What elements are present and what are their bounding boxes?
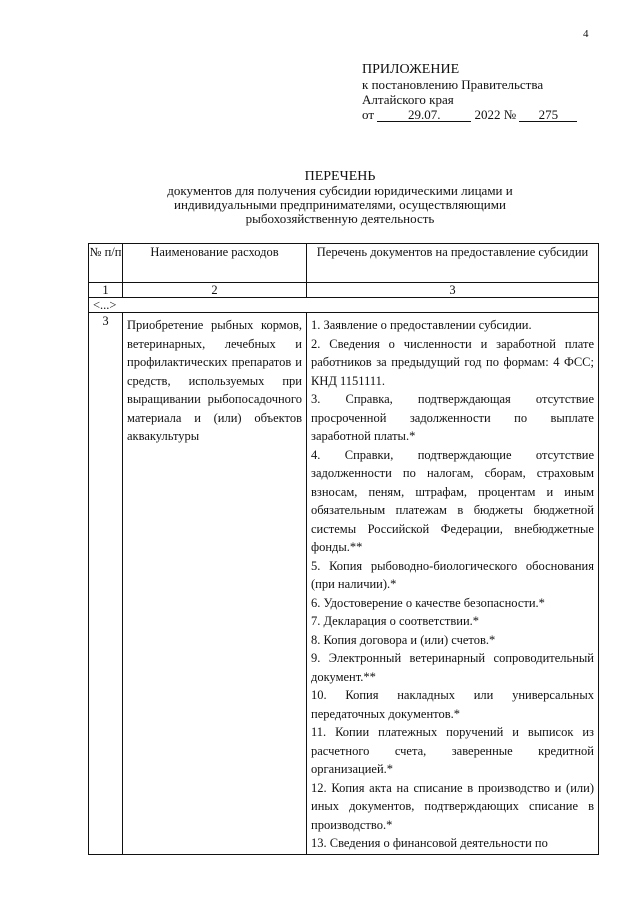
page-number: 4 bbox=[583, 28, 589, 40]
column-number-3: 3 bbox=[307, 283, 599, 298]
header-expense: Наименование расходов bbox=[123, 244, 307, 283]
documents-list bbox=[311, 316, 594, 853]
resolution-date: 29.07. bbox=[377, 109, 471, 122]
document-heading bbox=[120, 170, 560, 226]
row-number: 3 bbox=[89, 313, 123, 855]
header-documents: Перечень документов на предоставление субсидии bbox=[307, 244, 599, 283]
documents-cell bbox=[307, 313, 599, 855]
document-item: 5. Копия рыбоводно-биологического обоснования (при наличии).* bbox=[311, 558, 594, 591]
resolution-number: 275 bbox=[519, 109, 577, 122]
table-row bbox=[89, 313, 599, 855]
from-label: от bbox=[362, 107, 375, 122]
appendix-dateline bbox=[362, 107, 622, 122]
expense-cell bbox=[123, 313, 307, 855]
column-number-2: 2 bbox=[123, 283, 307, 298]
document-subtitle: документов для получения субсидии юридическими лицами и индивидуальными предпринимателями, осуществляющими рыбохозяйственную деятельность bbox=[167, 183, 513, 226]
appendix-line-1: к постановлению Правительства bbox=[362, 77, 544, 92]
column-number-row bbox=[89, 283, 599, 298]
document-item: 10. Копия накладных или универсальных передаточных документов.* bbox=[311, 688, 594, 721]
header-num: № п/п bbox=[89, 244, 123, 283]
appendix-block bbox=[362, 62, 622, 122]
omission-row bbox=[89, 298, 599, 313]
document-item: 9. Электронный ветеринарный сопроводительный документ.** bbox=[311, 651, 594, 684]
appendix-line-2: Алтайского края bbox=[362, 92, 454, 107]
document-item: 13. Сведения о финансовой деятельности по bbox=[311, 836, 548, 850]
table-header-row bbox=[89, 244, 599, 283]
document-item: 3. Справка, подтверждающая отсутствие просроченной задолженности по выплате заработной платы.* bbox=[311, 392, 594, 443]
documents-table bbox=[88, 243, 599, 855]
document-item: 8. Копия договора и (или) счетов.* bbox=[311, 632, 496, 647]
omission-marker: <...> bbox=[89, 298, 599, 313]
expense-name: Приобретение рыбных кормов, ветеринарных, лечебных и профилактических препаратов и средств, используемых при выращивании рыбопосадочного материала и (или) объектов аквакультуры bbox=[127, 318, 302, 443]
document-item: 6. Удостоверение о качестве безопасности.* bbox=[311, 595, 545, 610]
appendix-title: ПРИЛОЖЕНИЕ bbox=[362, 62, 460, 77]
document-item: 4. Справки, подтверждающие отсутствие задолженности по налогам, сборам, страховым взносам, пеням, штрафам, процентам и иным обязательным платежам в бюджеты бюджетной системы Российской Федерации, внебюджетные фонды.** bbox=[311, 447, 594, 554]
year-number-label: 2022 № bbox=[474, 107, 517, 122]
document-item: 7. Декларация о соответствии.* bbox=[311, 614, 480, 628]
document-item: 1. Заявление о предоставлении субсидии. bbox=[311, 318, 532, 332]
document-item: 12. Копия акта на списание в производство и (или) иных документов, подтверждающих списание в производство.* bbox=[311, 780, 594, 832]
column-number-1: 1 bbox=[89, 283, 123, 298]
document-item: 11. Копии платежных поручений и выписок из расчетного счета, заверенные кредитной организацией.* bbox=[311, 725, 594, 776]
document-title: ПЕРЕЧЕНЬ bbox=[304, 169, 376, 184]
document-item: 2. Сведения о численности и заработной плате работников за предыдущий год по формам: 4 ФСС; КНД 1151111. bbox=[311, 336, 594, 388]
